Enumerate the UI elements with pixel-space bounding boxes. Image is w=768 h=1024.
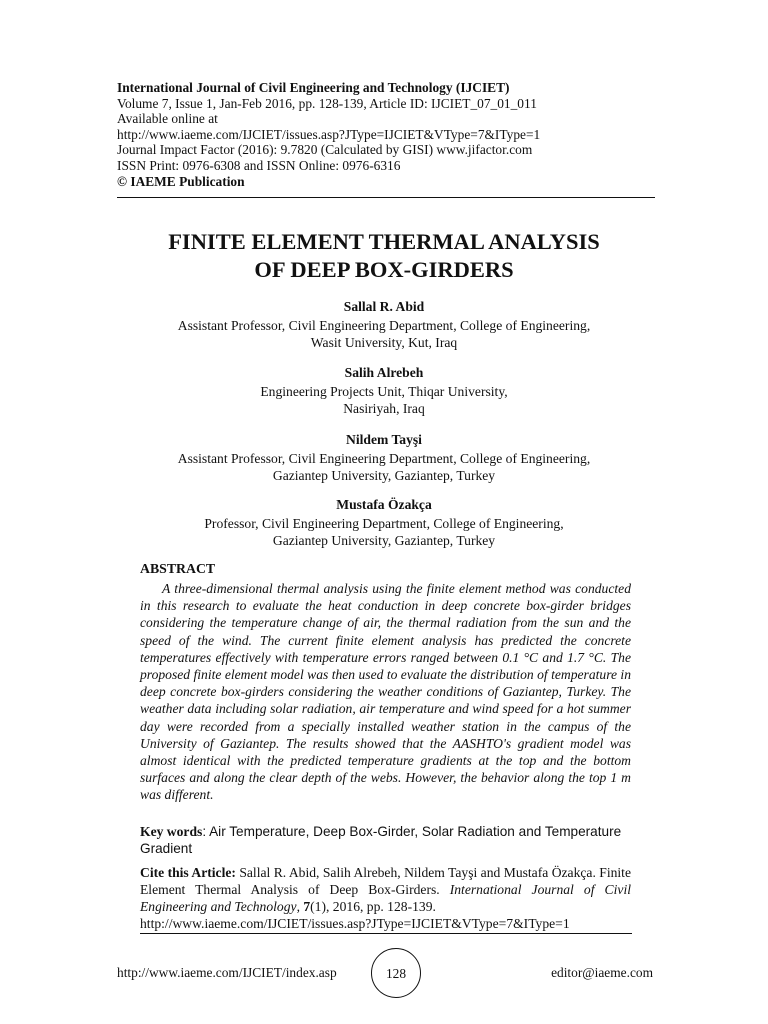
- keywords-label: Key words: [140, 824, 203, 839]
- author-name: Mustafa Özakça: [336, 497, 432, 512]
- author-affiliation: Gaziantep University, Gaziantep, Turkey: [272, 468, 496, 483]
- impact-factor: Journal Impact Factor (2016): 9.7820 (Calculated by GISI) www.jifactor.com: [117, 142, 533, 158]
- volume-info: Volume 7, Issue 1, Jan-Feb 2016, pp. 128-139, Article ID: IJCIET_07_01_011: [117, 95, 537, 111]
- author-name: Nildem Tayşi: [346, 432, 422, 447]
- citation: [140, 864, 631, 932]
- available-online: Available online at: [117, 111, 218, 127]
- author-affiliation: Gaziantep University, Gaziantep, Turkey: [272, 533, 496, 548]
- title-line-1: FINITE ELEMENT THERMAL ANALYSIS: [168, 229, 600, 254]
- author-affiliation: Professor, Civil Engineering Department, College of Engineering,: [204, 516, 564, 531]
- cite-url[interactable]: http://www.iaeme.com/IJCIET/issues.asp?JType=IJCIET&VType=7&IType=1: [140, 916, 570, 931]
- cite-volume: 7: [303, 899, 311, 914]
- journal-name: International Journal of Civil Engineering and Technology (IJCIET): [117, 80, 510, 95]
- citation-divider: [140, 933, 632, 934]
- publisher: © IAEME Publication: [117, 173, 245, 189]
- abstract-text: A three-dimensional thermal analysis using the finite element method was conducted in this research to evaluate the heat conduction in deep concrete box-girder bridges considering the temperature change of air, the thermal radiation from the sun and the speed of the wind. The current finite element analysis has predicted the concrete temperatures effectively with temperature errors ranged between 0.1 °C and 1.7 °C. The proposed finite element model was then used to evaluate the distribution of temperature in deep concrete box-girders considering the weather conditions of Gaziantep, Turkey. The weather data including solar radiation, air temperature and wind speed for a hot summer day were recorded from a specially installed weather station in the campus of the University of Gaziantep. The results showed that the AASHTO's gradient model was almost identical with the predicted temperature gradients at the top and the bottom surfaces and along the clear depth of the webs. However, the behavior along the top 1 m was different.: [140, 581, 631, 803]
- title-line-2: OF DEEP BOX-GIRDERS: [254, 257, 514, 282]
- journal-header: [117, 80, 637, 189]
- author-3: [110, 431, 658, 484]
- header-divider: [117, 197, 655, 198]
- cite-label: Cite this Article:: [140, 865, 236, 880]
- footer-journal-link[interactable]: http://www.iaeme.com/IJCIET/index.asp: [117, 965, 337, 980]
- cite-journal: International Journal of Civil Engineering and Technology: [140, 882, 631, 914]
- keywords-text: : Air Temperature, Deep Box-Girder, Solar Radiation and Temperature Gradient: [140, 824, 622, 856]
- author-name: Sallal R. Abid: [343, 299, 425, 314]
- issn-info: ISSN Print: 0976-6308 and ISSN Online: 0976-6316: [117, 157, 401, 173]
- author-affiliation: Assistant Professor, Civil Engineering Department, College of Engineering,: [177, 318, 591, 333]
- cite-separator: ,: [296, 899, 304, 914]
- author-affiliation: Wasit University, Kut, Iraq: [310, 335, 458, 350]
- author-2: [110, 364, 658, 417]
- author-1: [110, 298, 658, 351]
- cite-authors: Sallal R. Abid, Salih Alrebeh, Nildem Tayşi and Mustafa Özakça. Finite Element Thermal Analysis of Deep Box-Girders.: [140, 865, 631, 897]
- author-affiliation: Assistant Professor, Civil Engineering Department, College of Engineering,: [177, 451, 591, 466]
- author-name: Salih Alrebeh: [344, 365, 424, 380]
- paper-title: [110, 228, 658, 284]
- issue-url[interactable]: http://www.iaeme.com/IJCIET/issues.asp?JType=IJCIET&VType=7&IType=1: [117, 126, 541, 142]
- page-number: 128: [371, 948, 421, 998]
- keywords: [140, 823, 631, 857]
- cite-rest: (1), 2016, pp. 128-139.: [310, 899, 436, 914]
- abstract-heading: ABSTRACT: [140, 561, 216, 576]
- author-4: [110, 496, 658, 549]
- footer-email[interactable]: editor@iaeme.com: [551, 965, 653, 980]
- author-affiliation: Engineering Projects Unit, Thiqar University,: [260, 384, 508, 399]
- author-affiliation: Nasiriyah, Iraq: [343, 401, 425, 416]
